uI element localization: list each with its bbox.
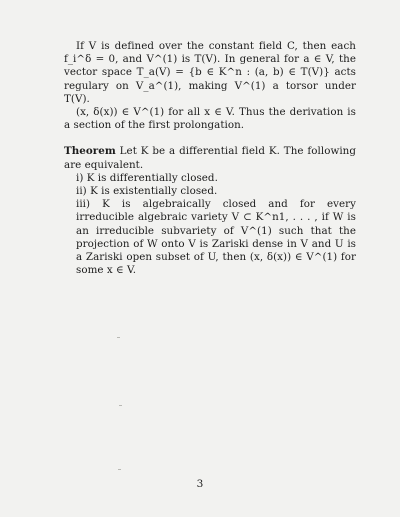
theorem-item-1: i) K is differentially closed. — [76, 171, 218, 184]
theorem-label: Theorem — [64, 145, 116, 158]
scan-mark — [118, 469, 121, 470]
paragraph-2: (x, δ(x)) ∈ V^(1) for all x ∈ V. Thus the derivation is a section of the first prolongation. — [64, 106, 356, 132]
paragraph-1: If V is defined over the constant field C, then each f_i^δ = 0, and V^(1) is T(V). In general for a ∈ V, the vector space T_a(V) = {b ∈ K^n : (a, b) ∈ T(V)} acts regulary on V_a^(1), making V^(1) a torsor under T(V). — [64, 40, 356, 105]
theorem-item-2: ii) K is existentially closed. — [76, 185, 218, 198]
spacer — [64, 132, 356, 145]
body-text — [64, 40, 356, 277]
theorem-intro: Let K be a differential field K. The following are equivalent. — [64, 145, 356, 171]
scan-mark — [119, 405, 122, 406]
page-number: 3 — [196, 478, 204, 490]
scan-mark — [117, 337, 120, 338]
theorem-item-3: iii) K is algebraically closed and for every irreducible algebraic variety V ⊂ K^n1, . . . , if W is an irreducible subvariety of V^(1) such that the projection of W onto V is Zariski dense in V and U is a Zariski open subset of U, then (x, δ(x)) ∈ V^(1) for some x ∈ V. — [76, 198, 356, 277]
theorem-statement — [64, 145, 356, 171]
